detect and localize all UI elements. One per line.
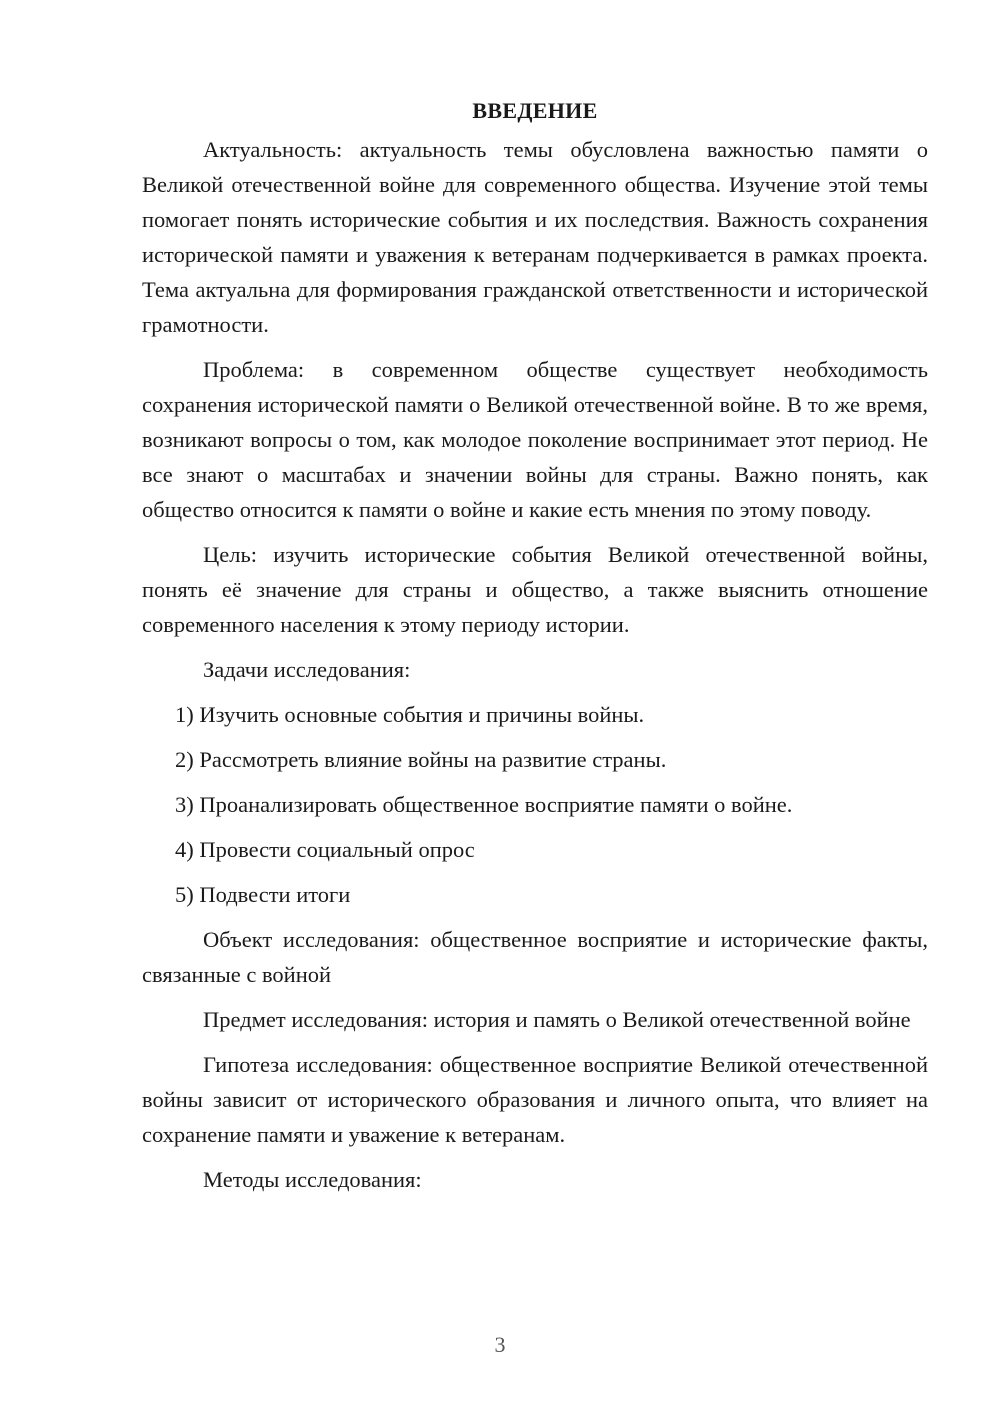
task-item: 3) Проанализировать общественное восприятие памяти о войне. (175, 792, 793, 817)
section-title: ВВЕДЕНИЕ (472, 98, 598, 123)
hypothesis-paragraph: Гипотеза исследования: общественное восприятие Великой отечественной войны зависит от исторического образования и личного опыта, что влияет на сохранение памяти и уважение к ветеранам. (142, 1052, 928, 1147)
page-number: 3 (494, 1332, 506, 1357)
task-item: 5) Подвести итоги (175, 882, 351, 907)
tasks-heading: Задачи исследования: (203, 657, 411, 682)
document-page (142, 96, 928, 1207)
tasks-list (142, 697, 928, 912)
problem-paragraph: Проблема: в современном обществе существует необходимость сохранения исторической памяти о Великой отечественной войне. В то же время, возникают вопросы о том, как молодое поколение воспринимает этот период. Не все знают о масштабах и значении войны для страны. Важно понять, как общество относится к памяти о войне и какие есть мнения по этому поводу. (142, 357, 928, 522)
goal-paragraph: Цель: изучить исторические события Великой отечественной войны, понять её значение для страны и общество, а также выяснить отношение современного населения к этому периоду истории. (142, 542, 928, 637)
task-item: 2) Рассмотреть влияние войны на развитие страны. (175, 747, 667, 772)
task-item: 1) Изучить основные события и причины войны. (175, 702, 645, 727)
task-item: 4) Провести социальный опрос (175, 837, 475, 862)
relevance-paragraph: Актуальность: актуальность темы обусловлена важностью памяти о Великой отечественной войне для современного общества. Изучение этой темы помогает понять исторические события и их последствия. Важность сохранения исторической памяти и уважения к ветеранам подчеркивается в рамках проекта. Тема актуальна для формирования гражданской ответственности и исторической грамотности. (142, 137, 928, 337)
methods-heading: Методы исследования: (203, 1167, 422, 1192)
object-paragraph: Объект исследования: общественное восприятие и исторические факты, связанные с войной (142, 927, 928, 987)
subject-paragraph: Предмет исследования: история и память о Великой отечественной войне (203, 1007, 911, 1032)
